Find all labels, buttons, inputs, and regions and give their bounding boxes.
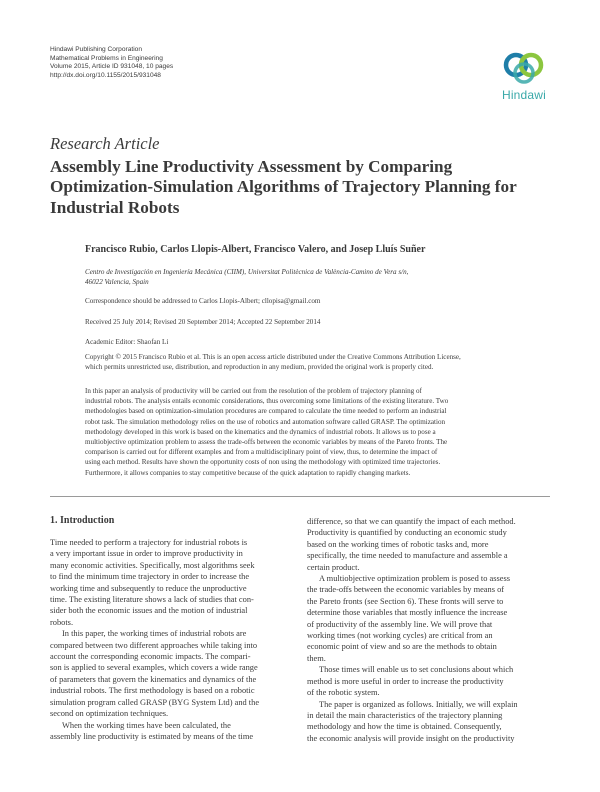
text-line: to find the minimum time trajectory in order to increase the [50, 572, 250, 582]
copyright-notice [85, 352, 555, 372]
paragraph [307, 699, 550, 745]
author-list: Francisco Rubio, Carlos Llopis-Albert, Francisco Valero, and Josep Lluís Suñer [85, 244, 426, 255]
affiliation-line: 46022 Valencia, Spain [85, 278, 149, 287]
doi-link[interactable]: http://dx.doi.org/10.1155/2015/931048 [50, 72, 161, 80]
text-line: industrial robots. The first methodology is based on a robotic [50, 686, 255, 696]
title-line: Optimization-Simulation Algorithms of Trajectory Planning for [50, 177, 517, 197]
text-line: In this paper, the working times of industrial robots are [62, 629, 247, 639]
abstract-line: using each method. Results have shown the opportunity costs of non using the methodology with optimized time trajectories. [85, 458, 441, 467]
abstract-line: methodology developed in this work is based on the kinematics and the dynamics of industrial robots. It allows us to pose a [85, 427, 436, 436]
text-line: determine those variables that mostly influence the increase [307, 608, 508, 618]
body-column-right [307, 516, 550, 744]
section-heading: 1. Introduction [50, 515, 115, 526]
text-line: of the robotic system. [307, 688, 380, 698]
abstract [85, 386, 555, 478]
article-dates: Received 25 July 2014; Revised 20 September 2014; Accepted 22 September 2014 [85, 318, 321, 326]
publisher-name: Hindawi Publishing Corporation [50, 46, 142, 53]
correspondence: Correspondence should be addressed to Carlos Llopis-Albert; cllopisa@gmail.com [85, 297, 321, 305]
text-line: of productivity of the assembly line. We will prove that [307, 619, 493, 629]
text-line: time. The existing literature shows a lack of studies that con- [50, 595, 254, 605]
volume-info: Volume 2015, Article ID 931048, 10 pages [50, 63, 174, 71]
text-line: in detail the main characteristics of the trajectory planning [307, 710, 503, 720]
text-line: working times (not working cycles) are critical from an [307, 631, 493, 641]
text-line: Those times will enable us to set conclusions about which [319, 665, 514, 675]
text-line: sider both the economic issues and the motion of industrial [50, 606, 248, 616]
title-line: Assembly Line Productivity Assessment by Comparing [50, 157, 453, 176]
text-line: the trade-offs between the economic variables by means of [307, 585, 505, 595]
text-line: a very important issue in order to improve productivity in [50, 549, 243, 559]
text-line: account the corresponding economic impacts. The compari- [50, 652, 251, 662]
paragraph [307, 664, 550, 698]
abstract-line: comparison is carried out for different examples and from a multidisciplinary point of view, thus, to determine the impact of [85, 448, 438, 457]
academic-editor: Academic Editor: Shaofan Li [85, 338, 169, 346]
text-line: Time needed to perform a trajectory for industrial robots is [50, 538, 248, 547]
abstract-line: multiobjective optimization problem to assess the trade-offs between the economic variables by means of the Pareto fronts. The [85, 438, 448, 447]
abstract-line: methodologies based on optimization-simulation procedures are compared to calculate the time needed to perform an industrial [85, 407, 447, 416]
text-line: working time and subsequently to reduce the unproductive [50, 583, 247, 593]
body-column-left [50, 537, 293, 742]
text-line: method is more useful in order to increase the productivity [307, 676, 504, 686]
abstract-line: industrial robots. The analysis entails economic considerations, thus overcoming some limitations of the existing literature. Two [85, 397, 449, 406]
publication-info [50, 46, 173, 81]
paragraph [307, 573, 550, 664]
paragraph [50, 628, 293, 719]
text-line: compared between two different approaches while taking into [50, 640, 258, 650]
title-line: Industrial Robots [50, 197, 180, 217]
paragraph [307, 516, 550, 573]
abstract-line: robot task. The simulation methodology relies on the use of robotics and automation software called GRASP. The optimization [85, 417, 446, 426]
text-line: When the working times have been calculated, the [62, 720, 231, 730]
text-line: son is applied to several examples, which covers a wide range [50, 663, 258, 673]
journal-name: Mathematical Problems in Engineering [50, 54, 163, 62]
text-line: many economic activities. Specifically, most algorithms seek [50, 560, 255, 570]
affiliation [85, 267, 555, 287]
paragraph [50, 537, 293, 628]
abstract-line: Furthermore, it allows companies to stay competitive because of the quick adaptation to rapidly changing markets. [85, 468, 411, 477]
hindawi-logo-text: Hindawi [501, 88, 547, 102]
abstract-line: In this paper an analysis of productivity will be carried out from the resolution of the problem of trajectory planning of [85, 387, 422, 395]
text-line: specifically, the time needed to manufacture and assemble a [307, 551, 508, 561]
text-line: economic point of view and so are the methods to obtain [307, 642, 497, 652]
text-line: the Pareto fronts (see Section 6). These fronts will serve to [307, 596, 504, 606]
affiliation-line: Centro de Investigación en Ingeniería Mecánica (CIIM), Universitat Politècnica de València-Camino de Vera s/n, [85, 268, 409, 276]
article-title [50, 157, 550, 218]
text-line: robots. [50, 617, 74, 627]
text-line: The paper is organized as follows. Initially, we will explain [319, 699, 518, 709]
paragraph [50, 720, 293, 743]
article-type: Research Article [50, 134, 160, 153]
section-divider [50, 496, 550, 497]
text-line: simulation program called GRASP (BYG System Ltd) and the [50, 697, 260, 707]
text-line: difference, so that we can quantify the impact of each method. [307, 517, 516, 526]
text-line: A multiobjective optimization problem is posed to assess [319, 574, 510, 584]
text-line: certain product. [307, 562, 360, 572]
copyright-line: Copyright © 2015 Francisco Rubio et al. This is an open access article distributed under the Creative Commons Attribution License, [85, 353, 461, 361]
text-line: second on optimization techniques. [50, 709, 169, 719]
text-line: of parameters that govern the kinematics and dynamics of the [50, 674, 257, 684]
text-line: the economic analysis will provide insight on the productivity [307, 733, 515, 743]
text-line: methodology and how the time is obtained. Consequently, [307, 722, 502, 732]
copyright-line: which permits unrestricted use, distribution, and reproduction in any medium, provided the original work is properly cited. [85, 363, 434, 372]
text-line: Productivity is quantified by conducting an economic study [307, 528, 507, 538]
text-line: them. [307, 653, 326, 663]
text-line: assembly line productivity is estimated by means of the time [50, 731, 254, 741]
text-line: based on the working times of robotic tasks and, more [307, 539, 489, 549]
